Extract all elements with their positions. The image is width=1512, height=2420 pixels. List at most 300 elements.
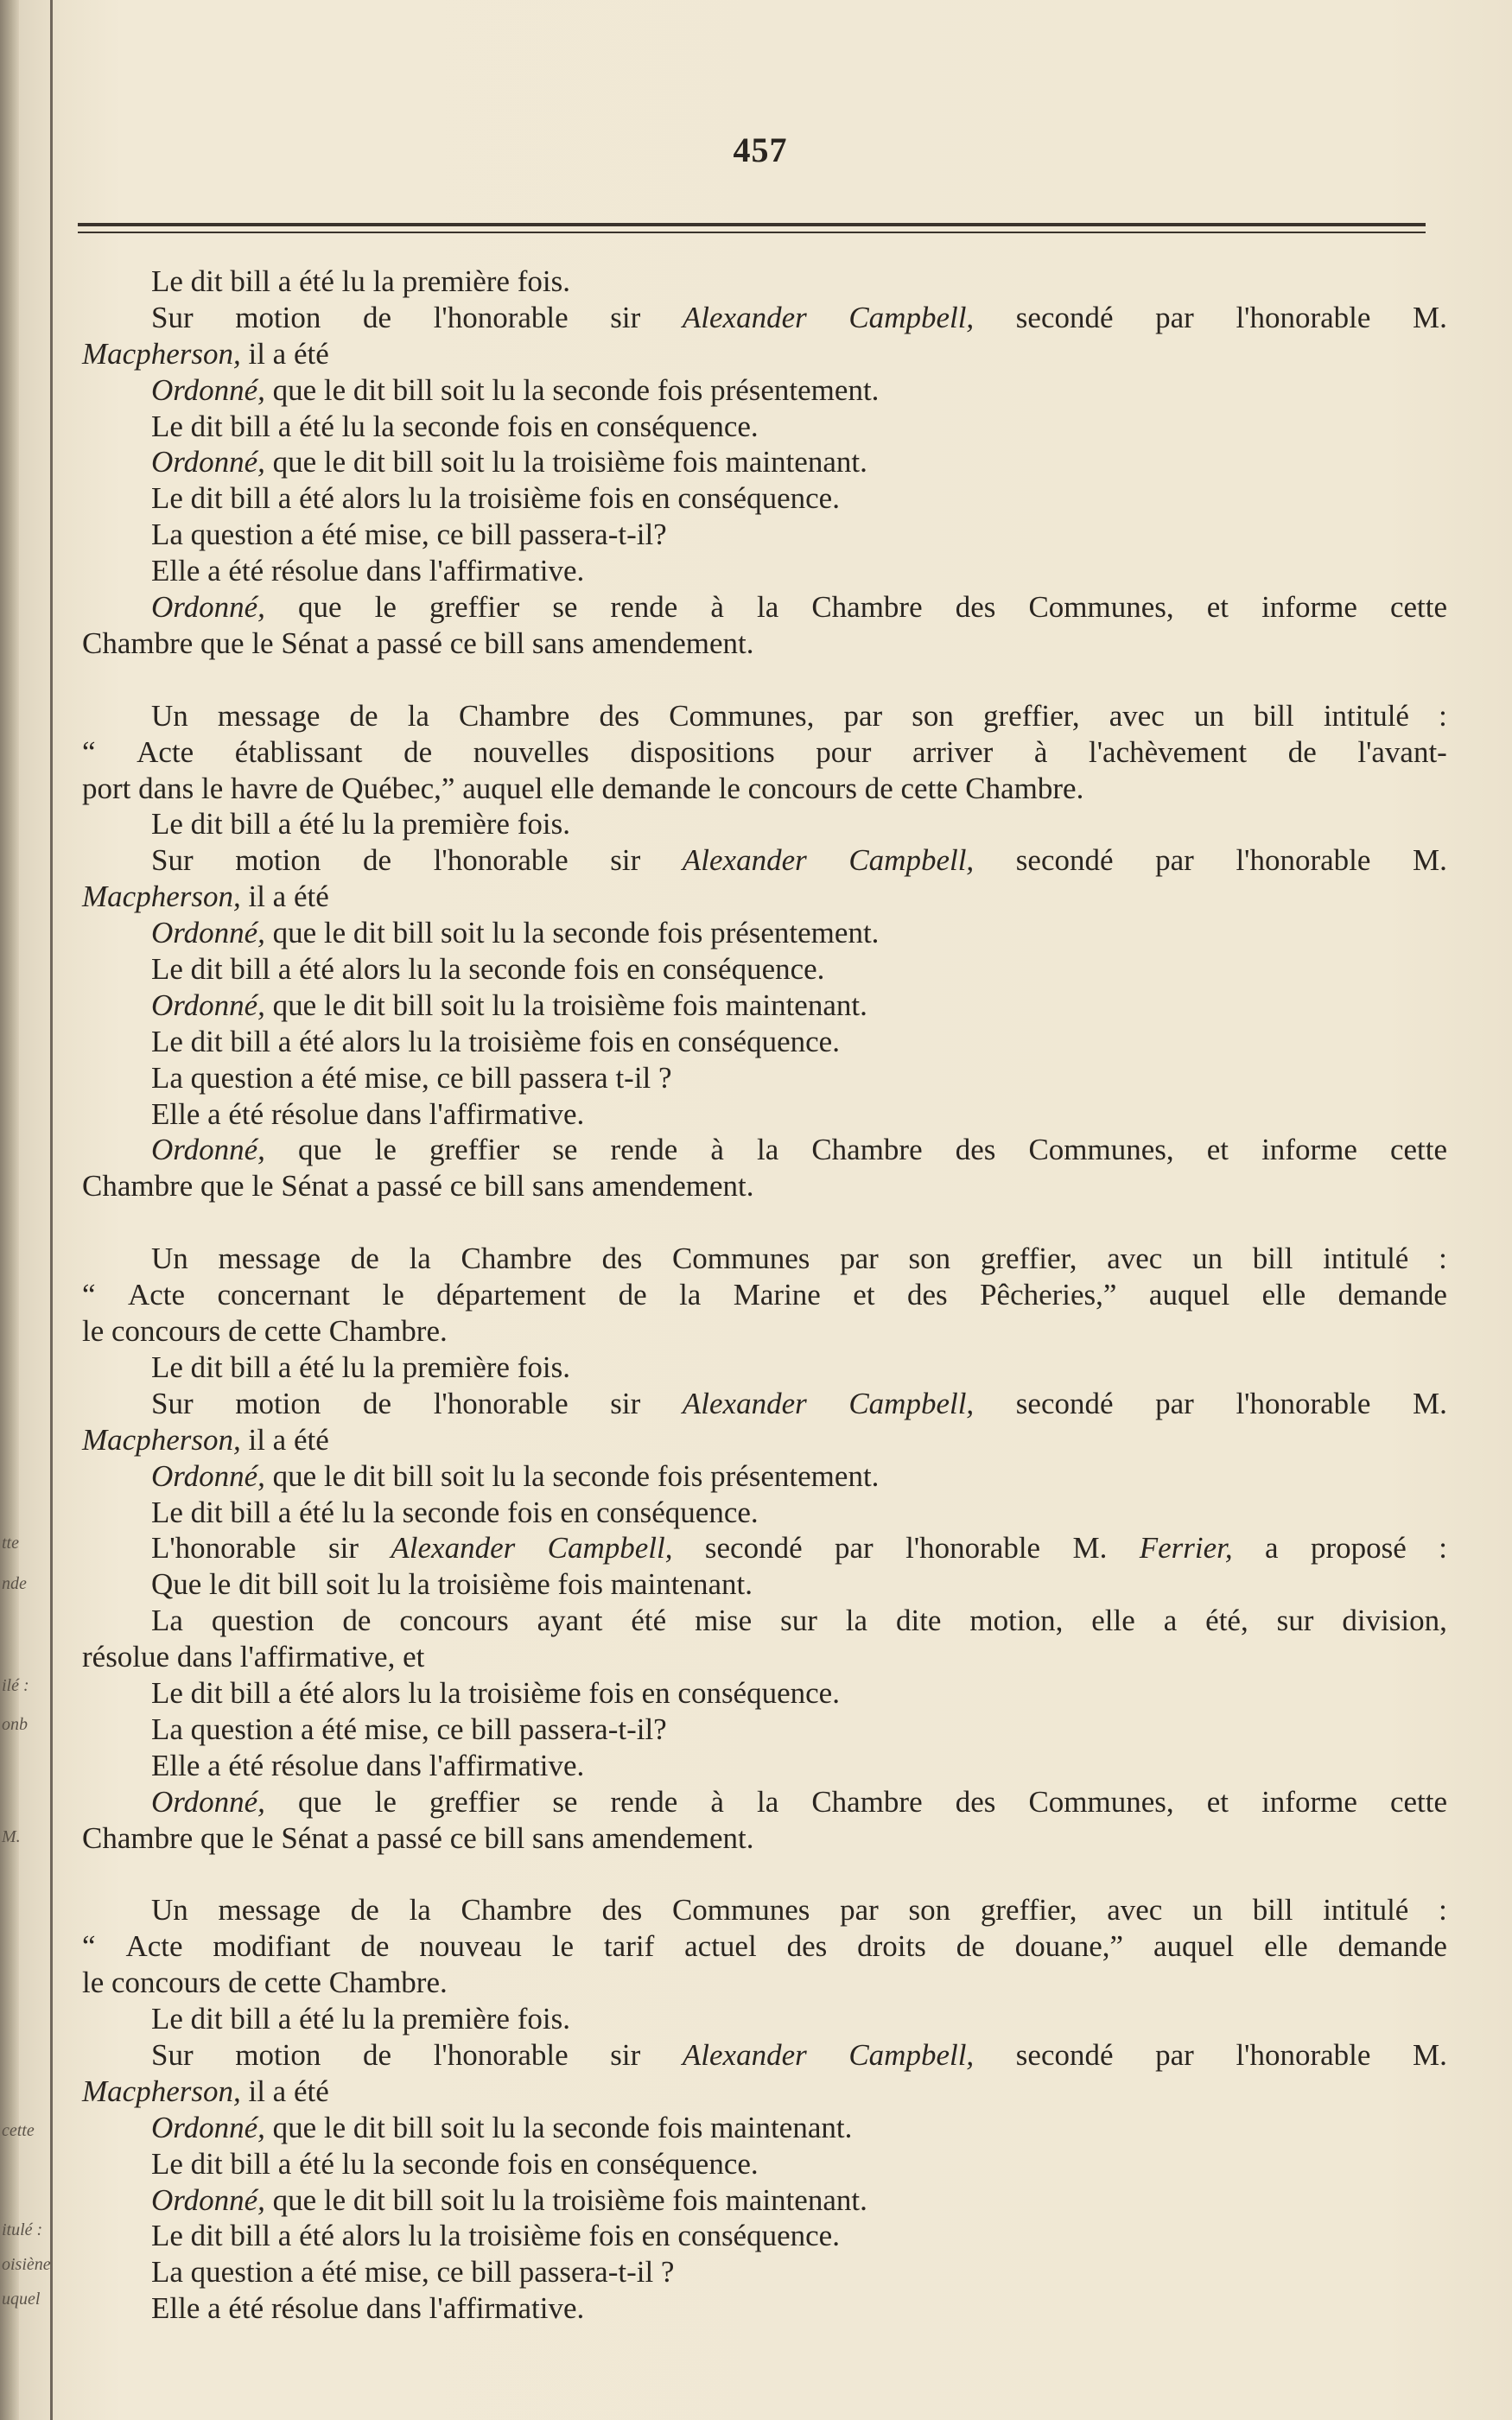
word: l'honorable [433, 300, 569, 334]
word: été, [1205, 1604, 1248, 1638]
paragraph [82, 698, 1447, 1204]
word: un [1192, 1242, 1223, 1276]
text-run: La question a été mise, ce bill passera-t-il ? [151, 2255, 675, 2290]
word: son [912, 698, 954, 733]
word: Acte [137, 734, 194, 769]
word: de [956, 1929, 985, 1964]
word: à [1033, 734, 1048, 769]
text-run: que le dit bill soit lu la seconde fois présentement. [264, 1458, 880, 1493]
text-line [82, 517, 1447, 553]
text-run: Elle a été résolue dans l'affirmative. [151, 1748, 585, 1782]
margin-fragment: M. [2, 1827, 21, 1846]
word: Campbell, [547, 1531, 673, 1566]
word: motion [235, 1386, 321, 1420]
text-line [82, 2074, 1447, 2110]
word: division, [1342, 1604, 1447, 1638]
word: la [756, 1784, 779, 1819]
word: M. [1072, 1531, 1108, 1566]
text-line [82, 1784, 1447, 1820]
margin-fragment: ilé : [2, 1676, 29, 1695]
word: des [955, 1133, 996, 1167]
text-run: Le dit bill a été lu la première fois. [151, 1350, 570, 1384]
word: secondé [1015, 843, 1114, 878]
text-run: Elle a été résolue dans l'affirmative. [151, 554, 585, 588]
word: établissant [234, 734, 363, 769]
italic-name: Ordonné, [151, 916, 265, 950]
word: par [843, 698, 883, 733]
word: message [218, 1893, 321, 1928]
word: des [906, 1278, 948, 1312]
word: greffier [429, 1133, 520, 1167]
word: la [679, 1278, 702, 1312]
text-line [82, 1313, 1447, 1350]
word: la [756, 1133, 779, 1167]
text-run: Le dit bill a été lu la première fois. [151, 807, 570, 842]
word: des [955, 1784, 996, 1819]
margin-fragment: oisiène [2, 2255, 51, 2274]
word: auquel [1148, 1278, 1230, 1312]
word: l'honorable [905, 1531, 1041, 1566]
text-run: Le dit bill a été lu la première fois. [151, 2002, 570, 2036]
word: Acte [125, 1929, 183, 1964]
word: le [551, 1929, 575, 1964]
text-line [82, 988, 1447, 1024]
margin-fragment: nde [2, 1574, 27, 1593]
word: Ordonné, [151, 590, 265, 625]
word: bill [1252, 1893, 1293, 1928]
text-run: que le dit bill soit lu la seconde fois maintenant. [264, 2110, 853, 2144]
word: bill [1254, 698, 1294, 733]
word: intitulé [1323, 1893, 1409, 1928]
text-run: que le dit bill soit lu la troisième fois maintenant. [264, 988, 867, 1022]
word: l'honorable [433, 2037, 569, 2072]
word: M. [1413, 2037, 1447, 2072]
word: son [908, 1893, 951, 1928]
text-line [82, 1024, 1447, 1060]
word: rende [610, 1133, 678, 1167]
text-line [82, 842, 1447, 879]
italic-name: Ordonné, [151, 1458, 265, 1493]
binding-edge [0, 0, 19, 2420]
word: Communes, [669, 698, 815, 733]
word: de [350, 1893, 379, 1928]
word: secondé [704, 1531, 803, 1566]
word: l'honorable [1236, 843, 1371, 878]
margin-fragment: uquel [2, 2290, 41, 2309]
word: l'honorable [1236, 300, 1371, 334]
word: des [786, 1929, 828, 1964]
text-line [82, 372, 1447, 409]
word: concernant [217, 1278, 351, 1312]
body-text [82, 264, 1447, 2327]
word: que [297, 1133, 342, 1167]
word: a [1163, 1604, 1178, 1638]
binding-line [50, 0, 53, 2420]
word: le [374, 590, 397, 625]
word: Chambre [461, 1893, 572, 1928]
word: demande [1337, 1929, 1447, 1964]
word: motion [235, 300, 321, 334]
word: M. [1413, 843, 1447, 878]
word: motion [235, 843, 321, 878]
header-rule-thin [78, 232, 1426, 233]
italic-name: Macpherson, [82, 2074, 241, 2108]
paragraph [82, 1892, 1447, 2327]
italic-name: Macpherson, [82, 1422, 241, 1457]
word: Alexander [682, 843, 807, 878]
text-run: Le dit bill a été lu la seconde fois en conséquence. [151, 1495, 759, 1529]
word: arriver [912, 734, 994, 769]
margin-fragment: tte [2, 1534, 19, 1553]
word: Alexander [682, 1386, 807, 1420]
word: Campbell, [848, 843, 975, 878]
word: Campbell, [848, 1386, 975, 1420]
word: la [756, 590, 779, 625]
text-line [82, 1096, 1447, 1133]
text-line [82, 444, 1447, 480]
word: de [350, 1242, 379, 1276]
word: mise [695, 1604, 753, 1638]
word: rende [610, 1784, 678, 1819]
text-line [82, 1928, 1447, 1965]
italic-name: Ordonné, [151, 445, 265, 480]
word: : [1439, 1531, 1447, 1566]
text-run: Le dit bill a été alors lu la seconde fois en conséquence. [151, 952, 825, 987]
word: des [599, 698, 640, 733]
word: la [845, 1604, 868, 1638]
text-line [82, 2290, 1447, 2327]
word: de [360, 1929, 390, 1964]
word: pour [816, 734, 872, 769]
text-line [82, 300, 1447, 336]
text-run: La question a été mise, ce bill passera-t-il? [151, 518, 667, 552]
text-line [82, 734, 1447, 771]
word: été [631, 1604, 667, 1638]
word: Pêcheries,” [980, 1278, 1117, 1312]
word: l'honorable [433, 1386, 569, 1420]
word: un [1193, 698, 1224, 733]
text-run: Le dit bill a été lu la seconde fois en conséquence. [151, 409, 759, 443]
text-line [82, 2146, 1447, 2182]
word: Un [151, 1893, 188, 1928]
word: de [363, 843, 392, 878]
text-run: La question a été mise, ce bill passera t-il ? [151, 1060, 672, 1095]
word: que [297, 590, 342, 625]
text-run: Elle a été résolue dans l'affirmative. [151, 2291, 585, 2326]
word: par [840, 1893, 879, 1928]
word: de [363, 300, 392, 334]
word: modifiant [213, 1929, 331, 1964]
word: avec [1109, 698, 1165, 733]
italic-name: Ordonné, [151, 988, 265, 1022]
word: cette [1389, 1784, 1447, 1819]
text-line [82, 1386, 1447, 1422]
text-run: il a été [240, 336, 329, 371]
text-line [82, 698, 1447, 734]
word: le [374, 1133, 397, 1167]
word: concours [399, 1604, 509, 1638]
margin-fragment: onb [2, 1715, 28, 1734]
word: informe [1261, 1133, 1357, 1167]
word: la [407, 698, 429, 733]
text-run: Le dit bill a été alors lu la troisième fois en conséquence. [151, 1024, 840, 1058]
word: cette [1389, 590, 1447, 625]
italic-name: Macpherson, [82, 880, 241, 914]
word: Acte [127, 1278, 186, 1312]
word: Un [151, 698, 188, 733]
text-line [82, 626, 1447, 662]
page-number: 457 [733, 130, 788, 169]
word: des [601, 1893, 643, 1928]
word: la [409, 1893, 431, 1928]
text-line [82, 879, 1447, 915]
word: le [382, 1278, 404, 1312]
word: Communes [671, 1893, 810, 1928]
word: et [1206, 1784, 1229, 1819]
word: Chambre [811, 590, 923, 625]
text-line [82, 1458, 1447, 1495]
word: greffier [429, 1784, 520, 1819]
paragraph-gap [82, 1856, 1447, 1892]
word: se [552, 590, 578, 625]
word: Marine [733, 1278, 821, 1312]
text-run: Chambre que le Sénat a passé ce bill sans amendement. [82, 1169, 754, 1204]
word: sir [610, 843, 641, 878]
word: Communes, [1028, 1784, 1174, 1819]
word: sir [328, 1531, 359, 1566]
word: intitulé [1323, 1242, 1409, 1276]
text-run: Le dit bill a été alors lu la troisième fois en conséquence. [151, 1675, 840, 1710]
italic-name: Ordonné, [151, 2110, 265, 2144]
text-run: Chambre que le Sénat a passé ce bill sans amendement. [82, 626, 754, 660]
text-line [82, 1820, 1447, 1857]
word: et [853, 1278, 875, 1312]
word: Communes, [1028, 590, 1174, 625]
word: sur [780, 1604, 817, 1638]
word: secondé [1015, 300, 1114, 334]
word: se [552, 1133, 578, 1167]
text-line [82, 1639, 1447, 1675]
text-line [82, 336, 1447, 372]
header-rule-thick [78, 223, 1426, 226]
text-line [82, 1675, 1447, 1712]
word: proposé [1310, 1531, 1407, 1566]
word: département [436, 1278, 587, 1312]
word: Campbell, [848, 300, 975, 334]
word: sir [610, 1386, 641, 1420]
text-line [82, 806, 1447, 842]
text-line [82, 409, 1447, 445]
word: : [1439, 1893, 1447, 1928]
word: intitulé [1323, 698, 1409, 733]
word: informe [1261, 590, 1357, 625]
word: rende [610, 590, 678, 625]
margin-fragment: cette [2, 2121, 35, 2140]
word: par [835, 1531, 874, 1566]
text-line [82, 2254, 1447, 2290]
text-line [82, 1060, 1447, 1096]
word: son [908, 1242, 951, 1276]
paragraph-gap [82, 1204, 1447, 1241]
paragraph-gap [82, 662, 1447, 698]
word: secondé [1015, 2037, 1114, 2072]
italic-name: Ordonné, [151, 372, 265, 407]
word: des [601, 1242, 643, 1276]
text-line [82, 1965, 1447, 2001]
word: “ [82, 1278, 96, 1312]
word: Chambre [459, 698, 570, 733]
word: question [211, 1604, 314, 1638]
word: Alexander [391, 1531, 516, 1566]
text-run: que le dit bill soit lu la seconde fois présentement. [264, 916, 880, 950]
word: dite [895, 1604, 942, 1638]
word: de [342, 1604, 372, 1638]
word: la [409, 1242, 431, 1276]
text-line [82, 1422, 1447, 1458]
text-line [82, 553, 1447, 589]
word: des [955, 590, 996, 625]
paragraph [82, 1241, 1447, 1856]
word: l'achèvement [1089, 734, 1248, 769]
word: La [151, 1604, 183, 1638]
text-line [82, 1712, 1447, 1748]
text-run: il a été [240, 2074, 329, 2108]
word: et [1206, 590, 1229, 625]
word: l'honorable [1236, 2037, 1371, 2072]
italic-name: Macpherson, [82, 336, 241, 371]
word: Chambre [461, 1242, 572, 1276]
text-line [82, 915, 1447, 951]
word: Sur [151, 300, 194, 334]
word: et [1206, 1133, 1229, 1167]
word: par [840, 1242, 879, 1276]
word: secondé [1015, 1386, 1114, 1420]
text-line [82, 2037, 1447, 2074]
word: ayant [537, 1604, 603, 1638]
word: cette [1389, 1133, 1447, 1167]
word: avec [1107, 1242, 1163, 1276]
text-line [82, 2001, 1447, 2037]
word: sir [610, 300, 641, 334]
text-run: résolue dans l'affirmative, et [82, 1640, 425, 1674]
word: de [349, 698, 378, 733]
word: l'honorable [433, 843, 569, 878]
word: : [1439, 698, 1447, 733]
text-run: Le dit bill a été lu la seconde fois en conséquence. [151, 2146, 759, 2181]
word: greffier [429, 590, 520, 625]
word: Sur [151, 843, 194, 878]
word: actuel [684, 1929, 757, 1964]
text-line [82, 264, 1447, 300]
word: l'honorable [1236, 1386, 1371, 1420]
word: à [710, 1133, 724, 1167]
text-line [82, 1168, 1447, 1204]
word: se [552, 1784, 578, 1819]
margin-fragment: itulé : [2, 2220, 43, 2239]
word: message [217, 698, 321, 733]
word: douane,” [1014, 1929, 1124, 1964]
word: auquel [1153, 1929, 1235, 1964]
word: de [363, 1386, 392, 1420]
word: Un [151, 1242, 188, 1276]
text-line [82, 1748, 1447, 1784]
text-line [82, 771, 1447, 807]
text-line [82, 1241, 1447, 1277]
word: Chambre [811, 1133, 923, 1167]
word: Ferrier, [1139, 1531, 1233, 1566]
text-line [82, 480, 1447, 517]
word: le [374, 1784, 397, 1819]
word: Campbell, [848, 2037, 975, 2072]
word: de [618, 1278, 647, 1312]
word: Alexander [682, 2037, 807, 2072]
word: greffier, [980, 1893, 1077, 1928]
word: elle [1261, 1278, 1306, 1312]
word: à [710, 590, 724, 625]
text-run: il a été [240, 1422, 329, 1457]
text-run: que le dit bill soit lu la seconde fois présentement. [264, 372, 880, 407]
word: greffier, [983, 698, 1080, 733]
text-line [82, 1350, 1447, 1386]
word: : [1439, 1242, 1447, 1276]
word: “ [82, 734, 96, 769]
word: de [363, 2037, 392, 2072]
word: sir [610, 2037, 641, 2072]
word: elle [1264, 1929, 1308, 1964]
word: message [218, 1242, 321, 1276]
word: Ordonné, [151, 1784, 265, 1819]
word: par [1155, 2037, 1194, 2072]
text-run: port dans le havre de Québec,” auquel elle demande le concours de cette Chambre. [82, 771, 1084, 805]
word: motion, [969, 1604, 1064, 1638]
word: nouveau [419, 1929, 522, 1964]
word: bill [1252, 1242, 1293, 1276]
word: de [1287, 734, 1317, 769]
word: à [710, 1784, 724, 1819]
text-line [82, 1277, 1447, 1313]
word: informe [1261, 1784, 1357, 1819]
text-line [82, 951, 1447, 988]
text-line [82, 1892, 1447, 1928]
word: L'honorable [151, 1531, 296, 1566]
text-run: Le dit bill a été alors lu la troisième fois en conséquence. [151, 2219, 840, 2253]
word: Communes, [1028, 1133, 1174, 1167]
text-run: que le dit bill soit lu la troisième fois maintenant. [264, 445, 867, 480]
word: par [1155, 1386, 1194, 1420]
word: Chambre [811, 1784, 923, 1819]
word: que [297, 1784, 342, 1819]
word: Sur [151, 2037, 194, 2072]
text-run: Que le dit bill soit lu la troisième fois maintenant. [151, 1567, 753, 1602]
word: par [1155, 300, 1194, 334]
word: Ordonné, [151, 1133, 265, 1167]
text-run: que le dit bill soit lu la troisième fois maintenant. [264, 2182, 867, 2217]
word: sur [1276, 1604, 1314, 1638]
text-run: Elle a été résolue dans l'affirmative. [151, 1096, 585, 1131]
text-run: Le dit bill a été lu la première fois. [151, 264, 570, 298]
word: Alexander [682, 300, 807, 334]
word: Communes [671, 1242, 810, 1276]
word: Sur [151, 1386, 194, 1420]
text-line [82, 589, 1447, 626]
text-run: La question a été mise, ce bill passera-t-il? [151, 1712, 667, 1746]
word: M. [1413, 1386, 1447, 1420]
word: M. [1413, 300, 1447, 334]
word: droits [857, 1929, 926, 1964]
text-run: le concours de cette Chambre. [82, 1314, 448, 1349]
text-run: Chambre que le Sénat a passé ce bill sans amendement. [82, 1820, 754, 1855]
text-line [82, 1566, 1447, 1603]
